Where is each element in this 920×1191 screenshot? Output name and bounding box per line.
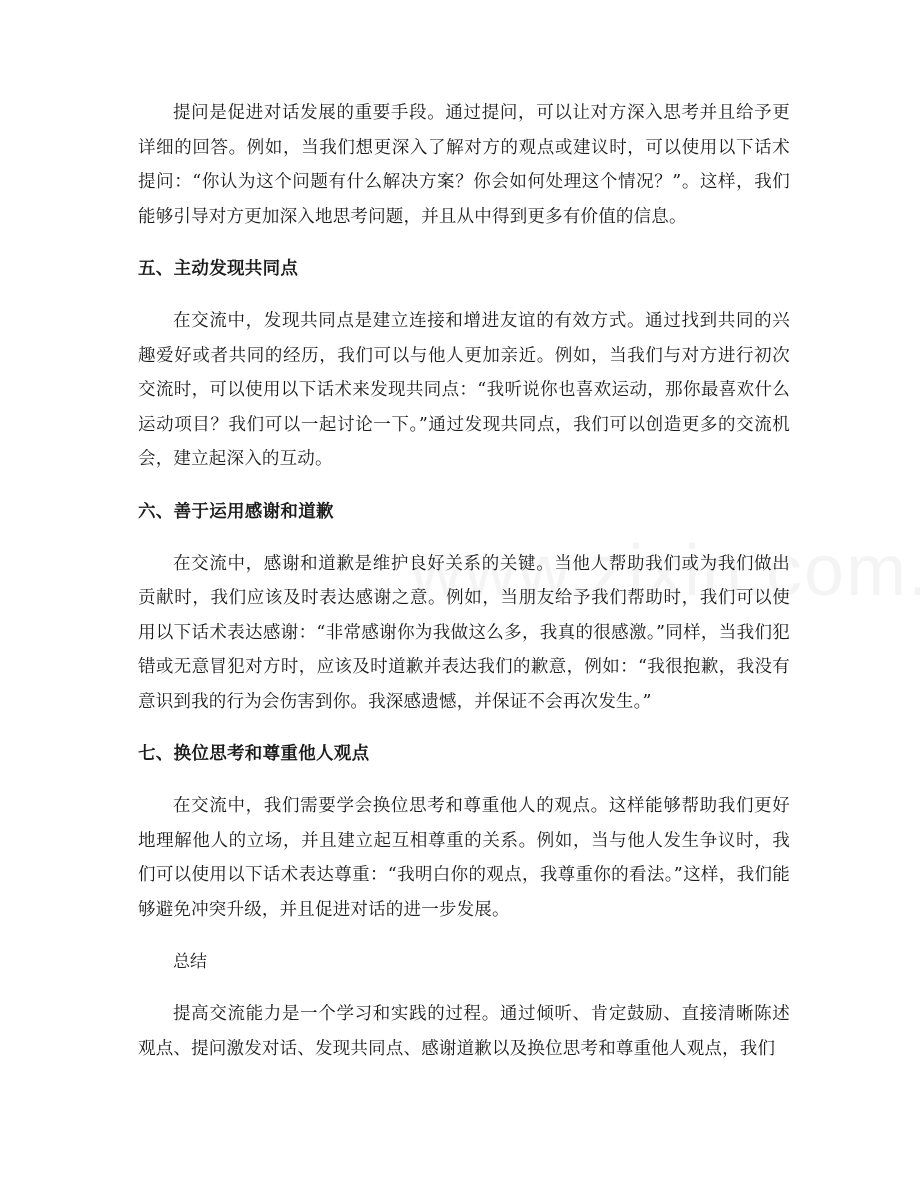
paragraph-summary: 提高交流能力是一个学习和实践的过程。通过倾听、肯定鼓励、直接清晰陈述观点、提问激发对话、发现共同点、感谢道歉以及换位思考和尊重他人观点，我们 xyxy=(138,1004,790,1059)
paragraph-questioning: 提问是促进对话发展的重要手段。通过提问，可以让对方深入思考并且给予更详细的回答。例如，当我们想更深入了解对方的观点或建议时，可以使用以下话术提问：“你认为这个问题有什么解决方案？你会如何处理这个情况？”。这样，我们能够引导对方更加深入地思考问题，并且从中得到更多有价值的信息。 xyxy=(138,103,790,227)
heading-section-7: 七、换位思考和尊重他人观点 xyxy=(138,744,370,764)
summary-label: 总结 xyxy=(173,952,207,972)
paragraph-common-ground: 在交流中，发现共同点是建立连接和增进友谊的有效方式。通过找到共同的兴趣爱好或者共同的经历，我们可以与他人更加亲近。例如，当我们与对方进行初次交流时，可以使用以下话术来发现共同点：“我听说你也喜欢运动，那你最喜欢什么运动项目？我们可以一起讨论一下。”通过发现共同点，我们可以创造更多的交流机会，建立起深入的互动。 xyxy=(138,311,790,469)
paragraph-perspective: 在交流中，我们需要学会换位思考和尊重他人的观点。这样能够帮助我们更好地理解他人的立场，并且建立起互相尊重的关系。例如，当与他人发生争议时，我们可以使用以下话术表达尊重：“我明白你的观点，我尊重你的看法。”这样，我们能够避免冲突升级，并且促进对话的进一步发展。 xyxy=(138,796,790,920)
paragraph-thanks-apology: 在交流中，感谢和道歉是维护良好关系的关键。当他人帮助我们或为我们做出贡献时，我们应该及时表达感谢之意。例如，当朋友给予我们帮助时，我们可以使用以下话术表达感谢：“非常感谢你为我做这么多，我真的很感激。”同样，当我们犯错或无意冒犯对方时，应该及时道歉并表达我们的歉意，例如：“我很抱歉，我没有意识到我的行为会伤害到你。我深感遗憾，并保证不会再次发生。” xyxy=(138,553,790,712)
heading-section-6: 六、善于运用感谢和道歉 xyxy=(138,501,334,522)
heading-section-5: 五、主动发现共同点 xyxy=(138,259,299,279)
document-body xyxy=(138,96,790,1084)
